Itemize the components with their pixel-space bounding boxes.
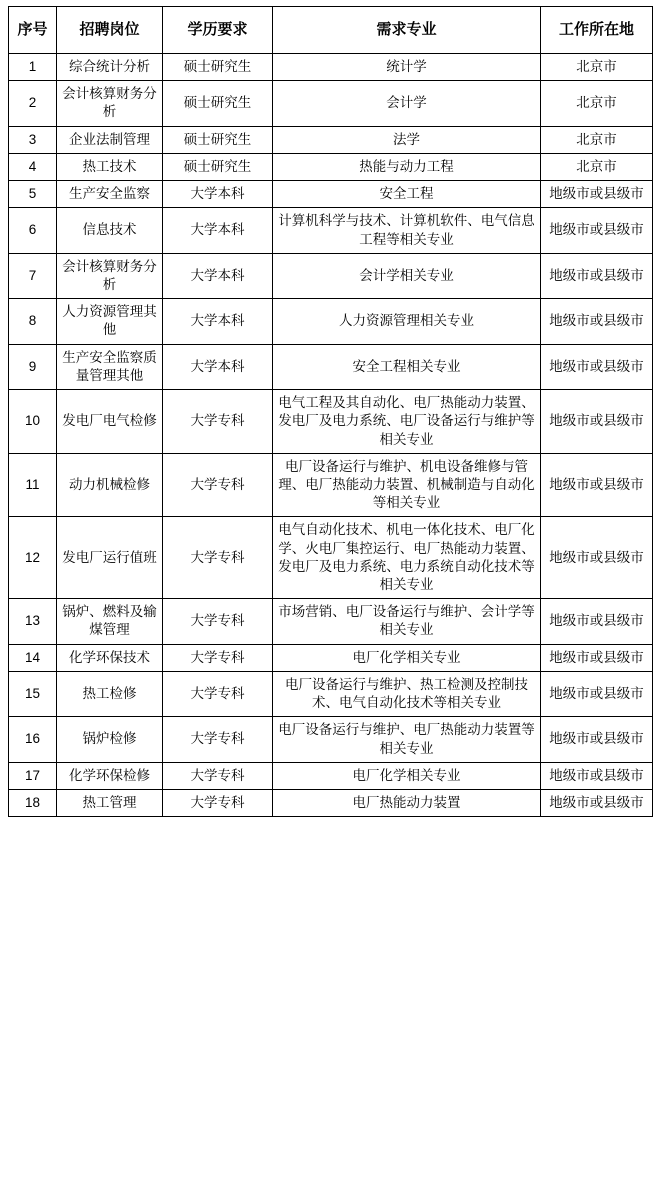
row-major: 电厂设备运行与维护、机电设备维修与管理、电厂热能动力装置、机械制造与自动化等相关专业 — [273, 453, 541, 517]
column-header-post: 招聘岗位 — [57, 7, 163, 54]
row-location: 地级市或县级市 — [541, 181, 653, 208]
row-education: 大学本科 — [163, 299, 273, 344]
table-row — [9, 762, 653, 789]
row-location: 地级市或县级市 — [541, 517, 653, 599]
table-row — [9, 599, 653, 644]
row-no: 16 — [9, 717, 57, 762]
row-major: 电气工程及其自动化、电厂热能动力装置、发电厂及电力系统、电厂设备运行与维护等相关专业 — [273, 390, 541, 454]
row-post: 生产安全监察质量管理其他 — [57, 344, 163, 389]
row-education: 大学专科 — [163, 762, 273, 789]
table-header — [9, 7, 653, 54]
table-row — [9, 671, 653, 716]
row-major: 统计学 — [273, 54, 541, 81]
row-no: 8 — [9, 299, 57, 344]
table-body — [9, 54, 653, 817]
row-location: 地级市或县级市 — [541, 390, 653, 454]
row-post: 热工检修 — [57, 671, 163, 716]
table-row — [9, 644, 653, 671]
row-location: 北京市 — [541, 153, 653, 180]
row-major: 人力资源管理相关专业 — [273, 299, 541, 344]
table-row — [9, 81, 653, 126]
row-post: 化学环保检修 — [57, 762, 163, 789]
column-header-no: 序号 — [9, 7, 57, 54]
row-no: 7 — [9, 253, 57, 298]
row-major: 安全工程 — [273, 181, 541, 208]
row-education: 大学专科 — [163, 790, 273, 817]
table-row — [9, 390, 653, 454]
row-location: 地级市或县级市 — [541, 453, 653, 517]
row-no: 9 — [9, 344, 57, 389]
row-no: 17 — [9, 762, 57, 789]
row-post: 会计核算财务分析 — [57, 253, 163, 298]
row-education: 大学本科 — [163, 181, 273, 208]
table-row — [9, 344, 653, 389]
row-post: 生产安全监察 — [57, 181, 163, 208]
row-no: 6 — [9, 208, 57, 253]
row-no: 4 — [9, 153, 57, 180]
row-post: 会计核算财务分析 — [57, 81, 163, 126]
row-no: 18 — [9, 790, 57, 817]
row-education: 硕士研究生 — [163, 81, 273, 126]
table-row — [9, 790, 653, 817]
table-row — [9, 54, 653, 81]
row-location: 北京市 — [541, 81, 653, 126]
row-education: 大学专科 — [163, 644, 273, 671]
row-major: 电厂化学相关专业 — [273, 762, 541, 789]
row-major: 电厂设备运行与维护、热工检测及控制技术、电气自动化技术等相关专业 — [273, 671, 541, 716]
row-major: 会计学相关专业 — [273, 253, 541, 298]
table-header-row — [9, 7, 653, 54]
row-education: 硕士研究生 — [163, 153, 273, 180]
table-row — [9, 453, 653, 517]
recruitment-table — [8, 6, 653, 817]
row-major: 热能与动力工程 — [273, 153, 541, 180]
row-major: 法学 — [273, 126, 541, 153]
row-location: 地级市或县级市 — [541, 644, 653, 671]
row-education: 大学专科 — [163, 599, 273, 644]
row-education: 大学专科 — [163, 390, 273, 454]
row-post: 锅炉检修 — [57, 717, 163, 762]
row-post: 锅炉、燃料及输煤管理 — [57, 599, 163, 644]
row-post: 人力资源管理其他 — [57, 299, 163, 344]
row-education: 大学本科 — [163, 344, 273, 389]
row-location: 北京市 — [541, 54, 653, 81]
row-no: 2 — [9, 81, 57, 126]
row-no: 3 — [9, 126, 57, 153]
row-no: 1 — [9, 54, 57, 81]
table-row — [9, 299, 653, 344]
row-post: 热工技术 — [57, 153, 163, 180]
row-no: 10 — [9, 390, 57, 454]
row-location: 地级市或县级市 — [541, 299, 653, 344]
row-education: 大学本科 — [163, 208, 273, 253]
table-row — [9, 517, 653, 599]
row-no: 5 — [9, 181, 57, 208]
table-row — [9, 253, 653, 298]
row-location: 地级市或县级市 — [541, 790, 653, 817]
row-no: 11 — [9, 453, 57, 517]
row-major: 计算机科学与技术、计算机软件、电气信息工程等相关专业 — [273, 208, 541, 253]
row-major: 电厂设备运行与维护、电厂热能动力装置等相关专业 — [273, 717, 541, 762]
table-row — [9, 181, 653, 208]
row-major: 电厂化学相关专业 — [273, 644, 541, 671]
row-education: 硕士研究生 — [163, 54, 273, 81]
row-post: 热工管理 — [57, 790, 163, 817]
row-major: 市场营销、电厂设备运行与维护、会计学等相关专业 — [273, 599, 541, 644]
row-no: 13 — [9, 599, 57, 644]
column-header-major: 需求专业 — [273, 7, 541, 54]
row-location: 地级市或县级市 — [541, 208, 653, 253]
row-location: 地级市或县级市 — [541, 762, 653, 789]
row-education: 大学专科 — [163, 453, 273, 517]
row-location: 地级市或县级市 — [541, 599, 653, 644]
row-no: 14 — [9, 644, 57, 671]
row-post: 化学环保技术 — [57, 644, 163, 671]
row-education: 大学本科 — [163, 253, 273, 298]
row-post: 信息技术 — [57, 208, 163, 253]
row-location: 地级市或县级市 — [541, 671, 653, 716]
column-header-education: 学历要求 — [163, 7, 273, 54]
row-education: 硕士研究生 — [163, 126, 273, 153]
table-row — [9, 717, 653, 762]
row-post: 动力机械检修 — [57, 453, 163, 517]
row-location: 北京市 — [541, 126, 653, 153]
row-major: 安全工程相关专业 — [273, 344, 541, 389]
row-major: 电气自动化技术、机电一体化技术、电厂化学、火电厂集控运行、电厂热能动力装置、发电厂及电力系统、电力系统自动化技术等相关专业 — [273, 517, 541, 599]
row-major: 会计学 — [273, 81, 541, 126]
row-no: 15 — [9, 671, 57, 716]
row-location: 地级市或县级市 — [541, 344, 653, 389]
row-major: 电厂热能动力装置 — [273, 790, 541, 817]
row-education: 大学专科 — [163, 717, 273, 762]
table-row — [9, 153, 653, 180]
row-post: 综合统计分析 — [57, 54, 163, 81]
row-location: 地级市或县级市 — [541, 253, 653, 298]
column-header-location: 工作所在地 — [541, 7, 653, 54]
table-row — [9, 126, 653, 153]
row-post: 发电厂电气检修 — [57, 390, 163, 454]
row-education: 大学专科 — [163, 671, 273, 716]
row-location: 地级市或县级市 — [541, 717, 653, 762]
row-post: 发电厂运行值班 — [57, 517, 163, 599]
row-no: 12 — [9, 517, 57, 599]
row-post: 企业法制管理 — [57, 126, 163, 153]
table-row — [9, 208, 653, 253]
row-education: 大学专科 — [163, 517, 273, 599]
